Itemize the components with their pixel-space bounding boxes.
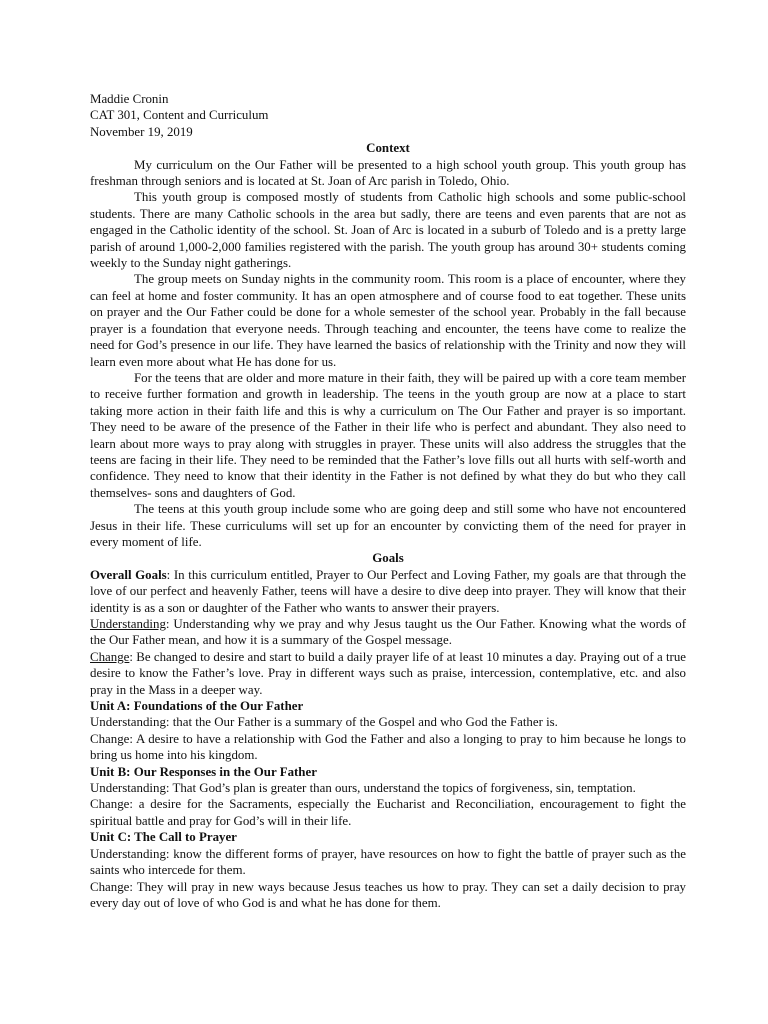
- understanding-goal: [90, 616, 686, 649]
- unit-c-title: Unit C: The Call to Prayer: [90, 830, 237, 845]
- change-text: : Be changed to desire and start to build a daily prayer life of at least 10 minutes a day. Praying out of a true desire to know the Father’s love. Pray in different ways such as praise, intercession, contemplative, etc. and also pray in the Mass in a deeper way.: [90, 649, 686, 697]
- unit-b-title: Unit B: Our Responses in the Our Father: [90, 764, 317, 779]
- context-paragraph: The group meets on Sunday nights in the community room. This room is a place of encounter, where they can feel at home and foster community. It has an open atmosphere and of course food to eat together. These units on prayer and the Our Father could be done for a whole semester of the school year. Probably in the fall because prayer is a foundation that everyone needs. Through teaching and encounter, the teens have come to realize the need for God’s presence in our life. They have learned the basics of relationship with the Trinity and now they will learn even more about what He has done for us.: [90, 272, 686, 369]
- unit-a-title: Unit A: Foundations of the Our Father: [90, 699, 304, 714]
- author-name: Maddie Cronin: [90, 92, 169, 106]
- context-paragraph: The teens at this youth group include some who are going deep and still some who have not encountered Jesus in their life. These curriculums will set up for an encounter by convicting them of the need for prayer in every moment of life.: [90, 502, 686, 549]
- context-paragraph: For the teens that are older and more mature in their faith, they will be paired up with a core team member to receive further formation and growth in leadership. The teens in the youth group are now at a place to start taking more action in their faith life and this is why a curriculum on The Our Father and prayer is so important. They need to be aware of the presence of the Father in their life who is perfect and abundant. They also need to learn about more ways to pray along with struggles in prayer. These units will also address the struggles that the teens are facing in their life. They need to be reminded that the Father’s love fills out all hurts with self-worth and confidence. They need to know that their identity in the Father is not defined by what they do but who they call themselves- sons and daughters of God.: [90, 370, 686, 500]
- understanding-label: Understanding: [90, 617, 166, 631]
- context-paragraph: This youth group is composed mostly of students from Catholic high schools and some public-school students. There are many Catholic schools in the area but sadly, there are teens and even parents that are not as engaged in the Catholic identity of the school. St. Joan of Arc is located in a suburb of Toledo and is a pretty large parish of around 1,000-2,000 families registered with the parish. The youth group has around 30+ students coming weekly to the Sunday night gatherings.: [90, 190, 686, 271]
- context-heading: Context: [366, 141, 410, 156]
- course-title: CAT 301, Content and Curriculum: [90, 108, 269, 123]
- overall-goals: [90, 567, 686, 616]
- unit-c-change: Change: They will pray in new ways because Jesus teaches us how to pray. They can set a daily decision to pray every day out of love of who God is and what he has done for them.: [90, 879, 686, 910]
- change-label: Change: [90, 649, 130, 664]
- document-date: November 19, 2019: [90, 124, 193, 139]
- unit-a-change: Change: A desire to have a relationship with God the Father and also a longing to pray to him because he longs to bring us home into his kingdom.: [90, 731, 686, 763]
- unit-c-understanding: Understanding: know the different forms of prayer, have resources on how to fight the battle of prayer such as the saints who intercede for them.: [90, 846, 686, 878]
- goals-heading: Goals: [372, 551, 404, 566]
- unit-a-understanding: Understanding: that the Our Father is a summary of the Gospel and who God the Father is.: [90, 715, 558, 730]
- unit-b-change: Change: a desire for the Sacraments, especially the Eucharist and Reconciliation, encouragement to fight the spiritual battle and pray for God’s will in their life.: [90, 797, 686, 828]
- overall-goals-text: : In this curriculum entitled, Prayer to Our Perfect and Loving Father, my goals are that through the love of our perfect and heavenly Father, teens will have a desire to dive deep into prayer. They will know that their identity is as a son or daughter of the Father who wants to answer their prayers.: [90, 567, 686, 615]
- change-goal: [90, 649, 686, 698]
- unit-b-understanding: Understanding: That God’s plan is greater than ours, understand the topics of forgiveness, sin, temptation.: [90, 781, 636, 796]
- context-paragraph: My curriculum on the Our Father will be presented to a high school youth group. This youth group has freshman through seniors and is located at St. Joan of Arc parish in Toledo, Ohio.: [90, 157, 686, 189]
- understanding-text: : Understanding why we pray and why Jesus taught us the Our Father. Knowing what the words of the Our Father mean, and how it is a summary of the Gospel message.: [90, 617, 686, 648]
- overall-goals-label: Overall Goals: [90, 567, 167, 582]
